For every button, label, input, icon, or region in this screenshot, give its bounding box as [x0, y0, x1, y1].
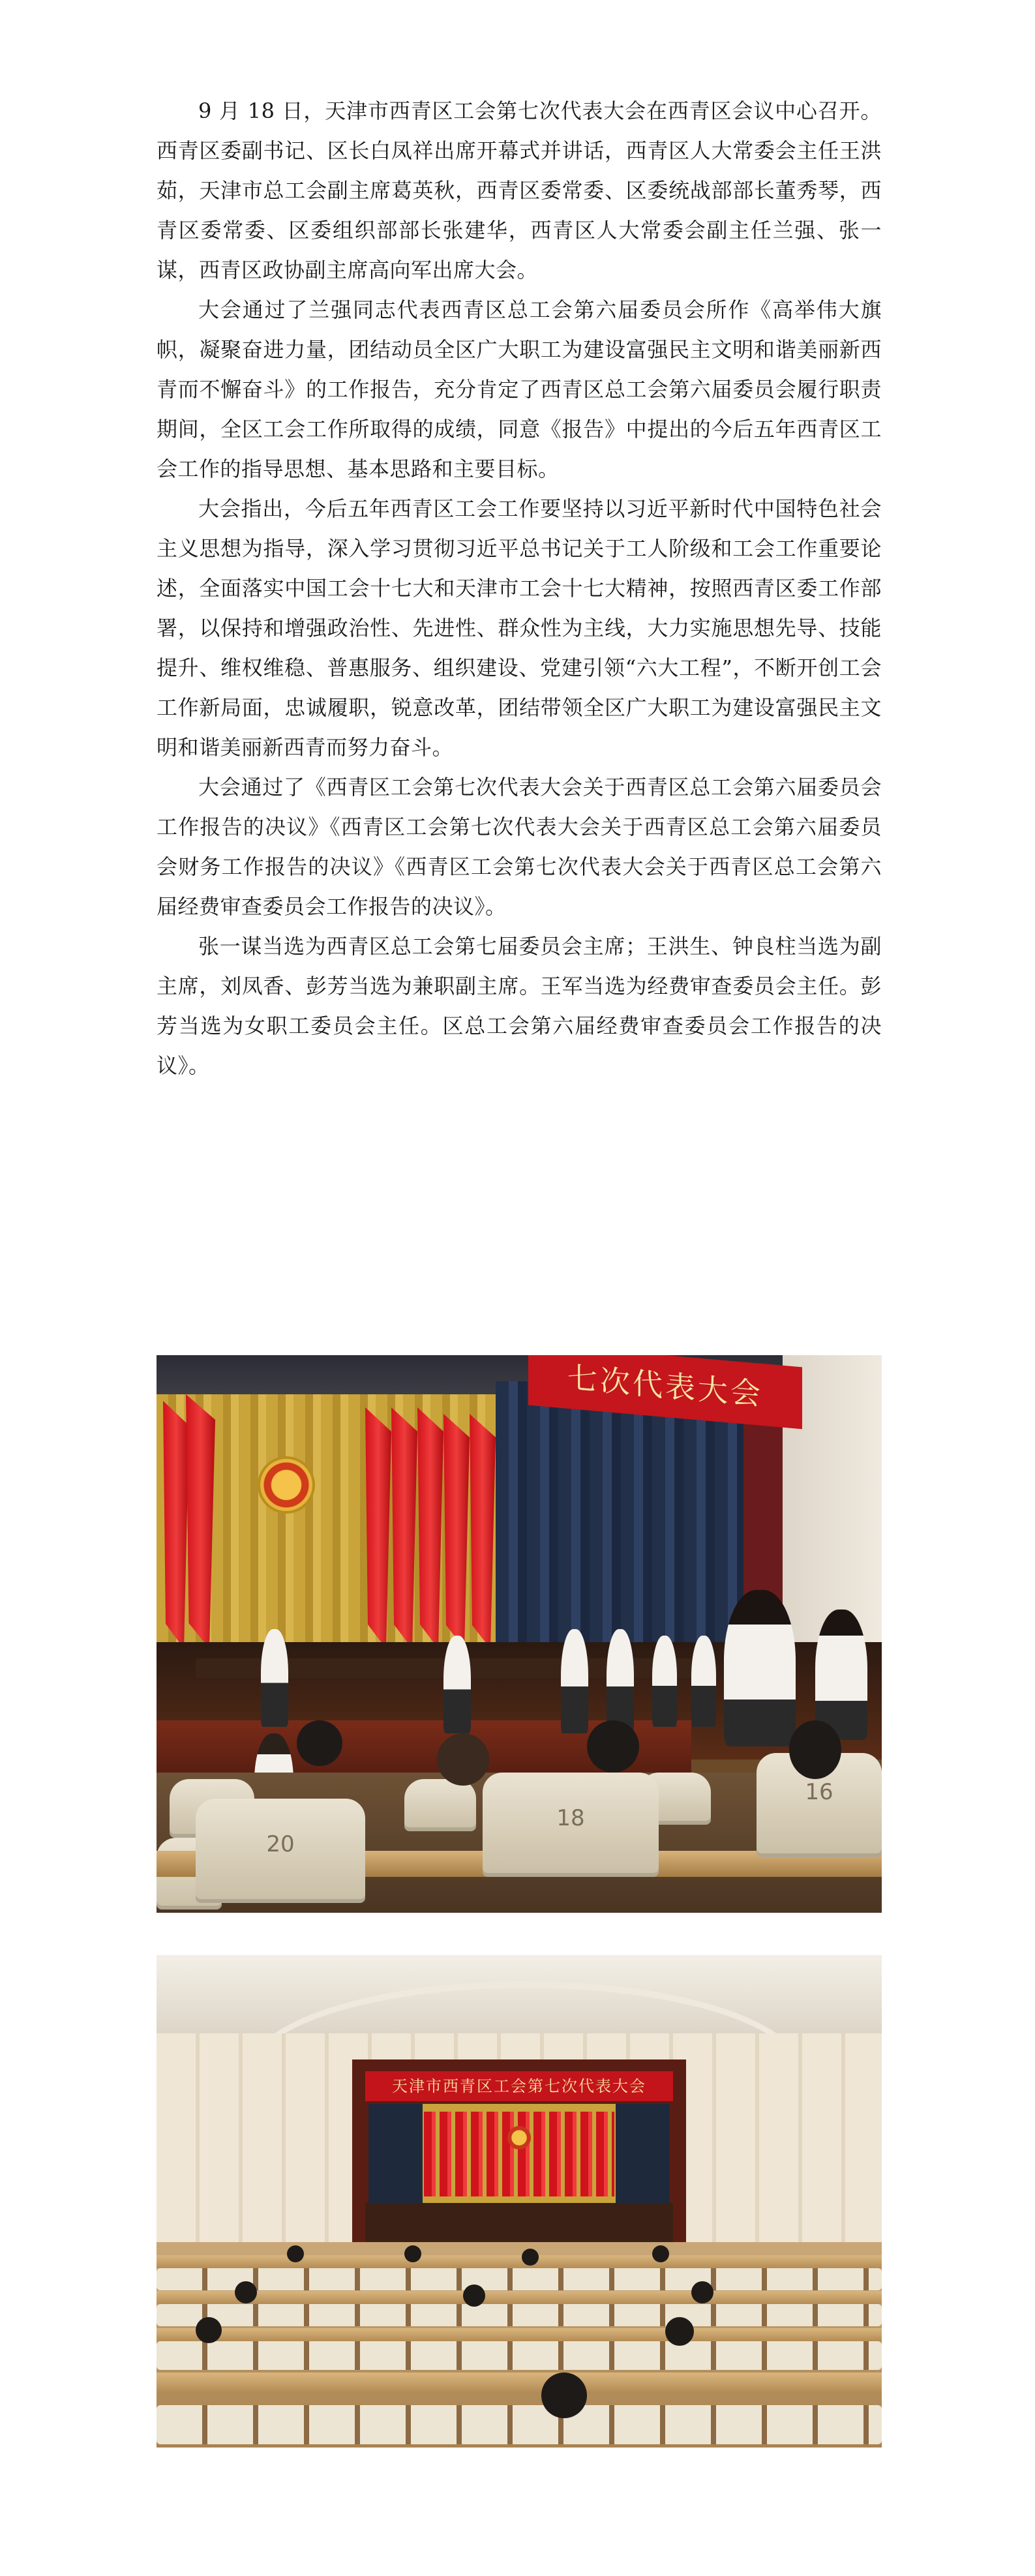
standing-person: [691, 1636, 716, 1727]
stage-banner: 七次代表大会: [528, 1355, 802, 1429]
audience-head: [437, 1733, 489, 1786]
desk-row: [157, 2373, 882, 2392]
seat-number-16: 16: [757, 1753, 882, 1857]
conference-hall-photo: [157, 1955, 882, 2448]
audience-head: [297, 1720, 342, 1766]
desk-row: [157, 2328, 882, 2341]
auditorium-seat: [404, 1779, 476, 1831]
article-paragraph-1: 9 月 18 日，天津市西青区工会第七次代表大会在西青区会议中心召开。西青区委副书记、区长白凤祥出席开幕式并讲话，西青区人大常委会主任王洪茹，天津市总工会副主席葛英秋，西青区委常委、区委统战部部长董秀琴，西青区委常委、区委组织部部长张建华，西青区人大常委会副主任兰强、张一谋，西青区政协副主席高向军出席大会。: [157, 98, 882, 282]
blue-curtain: [496, 1381, 743, 1662]
audience-head: [522, 2249, 539, 2266]
audience-head: [404, 2245, 421, 2262]
desk-row: [157, 2291, 882, 2304]
standing-person: [443, 1636, 471, 1733]
desk-row: [157, 2255, 882, 2268]
conference-stage-photo: [157, 1355, 882, 1913]
seat-row: [157, 2405, 882, 2444]
article-body: [157, 91, 882, 1086]
standing-person: [652, 1636, 677, 1727]
audience-head: [541, 2373, 587, 2418]
article-paragraph-3: 大会指出，今后五年西青区工会工作要坚持以习近平新时代中国特色社会主义思想为指导，深入学习贯彻习近平总书记关于工人阶级和工会工作重要论述，全面落实中国工会十七大和天津市工会十七大精神，按照西青区委工作部署，以保持和增强政治性、先进性、群众性为主线，大力实施思想先导、技能提升、维权维稳、普惠服务、组织建设、党建引领“六大工程”，不断开创工会工作新局面，忠诚履职，锐意改革，团结带领全区广大职工为建设富强民主文明和谐美丽新西青而努力奋斗。: [157, 496, 882, 760]
audience-head: [789, 1720, 841, 1779]
red-flags: [424, 2112, 614, 2196]
seat-row: [157, 2304, 882, 2326]
seat-number-20: 20: [196, 1799, 365, 1903]
audience-head: [235, 2281, 257, 2303]
standing-person: [724, 1590, 796, 1746]
audience-head: [691, 2281, 713, 2303]
stage-banner: 天津市西青区工会第七次代表大会: [365, 2071, 673, 2101]
standing-person: [561, 1629, 588, 1733]
audience-head: [652, 2245, 669, 2262]
standing-person: [261, 1629, 288, 1727]
seat-row: [157, 2341, 882, 2370]
presidium-dais: [365, 2203, 673, 2242]
article-paragraph-5: 张一谋当选为西青区总工会第七届委员会主席；王洪生、钟良柱当选为副主席，刘凤香、彭芳当选为兼职副主席。王军当选为经费审查委员会主任。彭芳当选为女职工委员会主任。区总工会第六届经费审查委员会工作报告的决议》。: [157, 934, 882, 1078]
audience-head: [287, 2245, 304, 2262]
article-paragraph-2: 大会通过了兰强同志代表西青区总工会第六届委员会所作《高举伟大旗帜，凝聚奋进力量，团结动员全区广大职工为建设富强民主文明和谐美丽新西青而不懈奋斗》的工作报告，充分肯定了西青区总工会第六届委员会履行职责期间，全区工会工作所取得的成绩，同意《报告》中提出的今后五年西青区工会工作的指导思想、基本思路和主要目标。: [157, 297, 882, 481]
audience-head: [196, 2317, 222, 2343]
audience-head: [665, 2317, 694, 2346]
standing-person: [607, 1629, 634, 1733]
seat-row: [157, 2268, 882, 2290]
audience-head: [587, 1720, 639, 1773]
union-emblem: [507, 2126, 531, 2149]
audience-head: [463, 2284, 485, 2307]
standing-person: [815, 1610, 867, 1740]
union-emblem: [258, 1456, 315, 1514]
article-paragraph-4: 大会通过了《西青区工会第七次代表大会关于西青区总工会第六届委员会工作报告的决议》《西青区工会第七次代表大会关于西青区总工会第六届委员会财务工作报告的决议》《西青区工会第七次代表大会关于西青区总工会第六届经费审查委员会工作报告的决议》。: [157, 775, 882, 919]
seat-number-18: 18: [483, 1773, 659, 1877]
